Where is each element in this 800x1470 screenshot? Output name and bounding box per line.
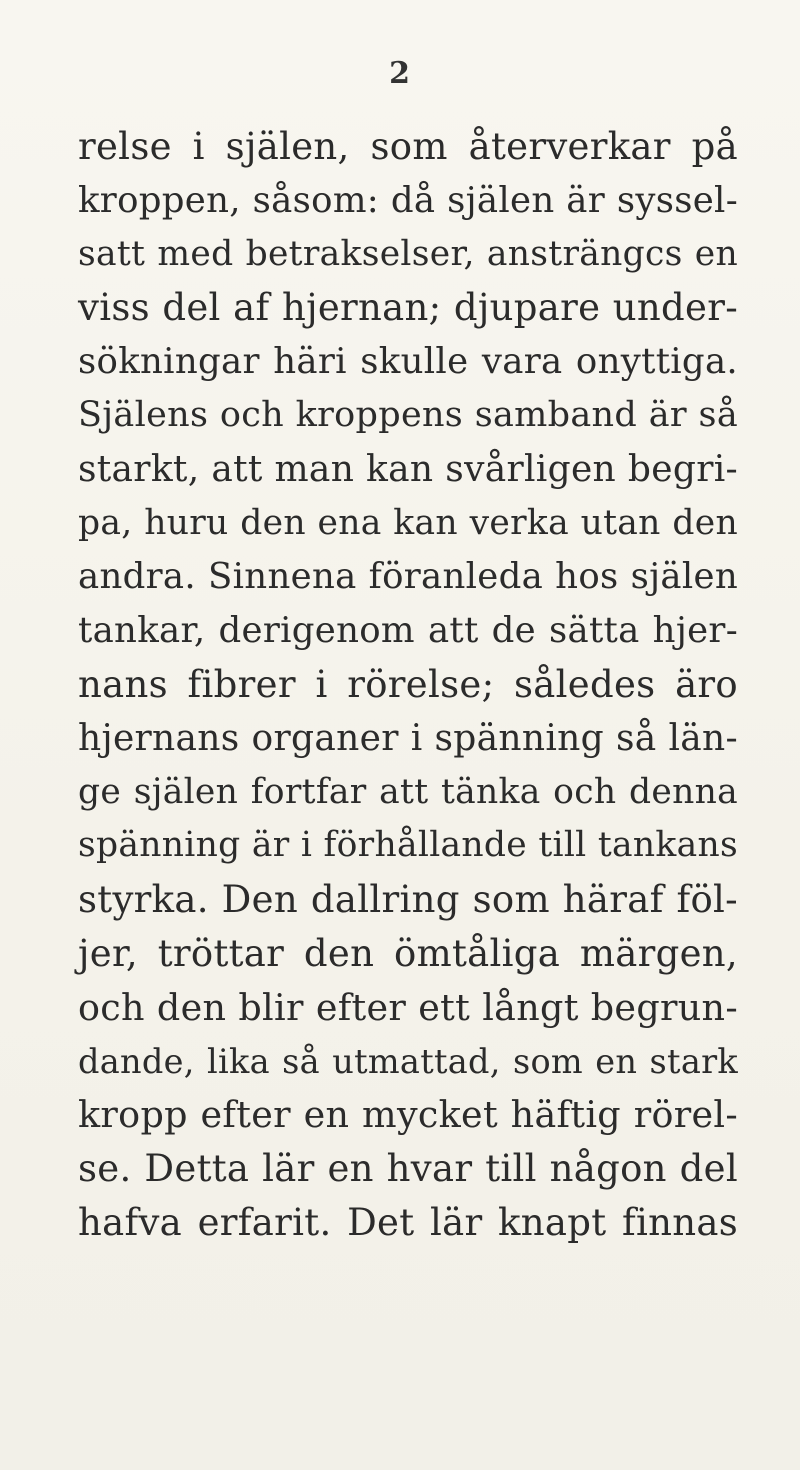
body-text [78, 120, 738, 1250]
text-line: och den blir efter ett långt begrun- [78, 985, 738, 1029]
text-line: starkt, att man kan svårligen begri- [78, 448, 738, 490]
text-line: relse i själen, som återverkar på [78, 125, 738, 168]
text-line: kropp efter en mycket häftig rörel- [78, 1093, 738, 1137]
text-line: dande, lika så utmattad, som en stark [78, 1041, 738, 1081]
text-line: se. Detta lär en hvar till någon del [78, 1147, 738, 1191]
text-line: ge själen fortfar att tänka och denna [78, 771, 738, 812]
text-line: nans fibrer i rörelse; således äro [78, 662, 738, 706]
text-line: spänning är i förhållande till tankans [78, 825, 738, 866]
text-line: jer, tröttar den ömtåliga märgen, [78, 931, 738, 975]
text-line: hafva erfarit. Det lär knapt finnas [78, 1200, 738, 1244]
text-line: sökningar häri skulle vara onyttiga. [78, 341, 738, 383]
text-line: viss del af hjernan; djupare under- [78, 286, 738, 330]
text-line: satt med betrakselser, ansträngcs en [78, 233, 738, 274]
page-number: 2 [389, 56, 411, 91]
text-line: tankar, derigenom att de sätta hjer- [78, 610, 738, 652]
text-line: andra. Sinnena föranleda hos själen [78, 556, 738, 598]
text-line: styrka. Den dallring som häraf föl- [78, 878, 738, 922]
text-line: hjernans organer i spänning så län- [78, 717, 738, 759]
text-line: pa, huru den ena kan verka utan den [78, 502, 738, 543]
text-line: kroppen, såsom: då själen är syssel- [78, 179, 738, 221]
text-line: Själens och kroppens samband är så [78, 394, 738, 435]
